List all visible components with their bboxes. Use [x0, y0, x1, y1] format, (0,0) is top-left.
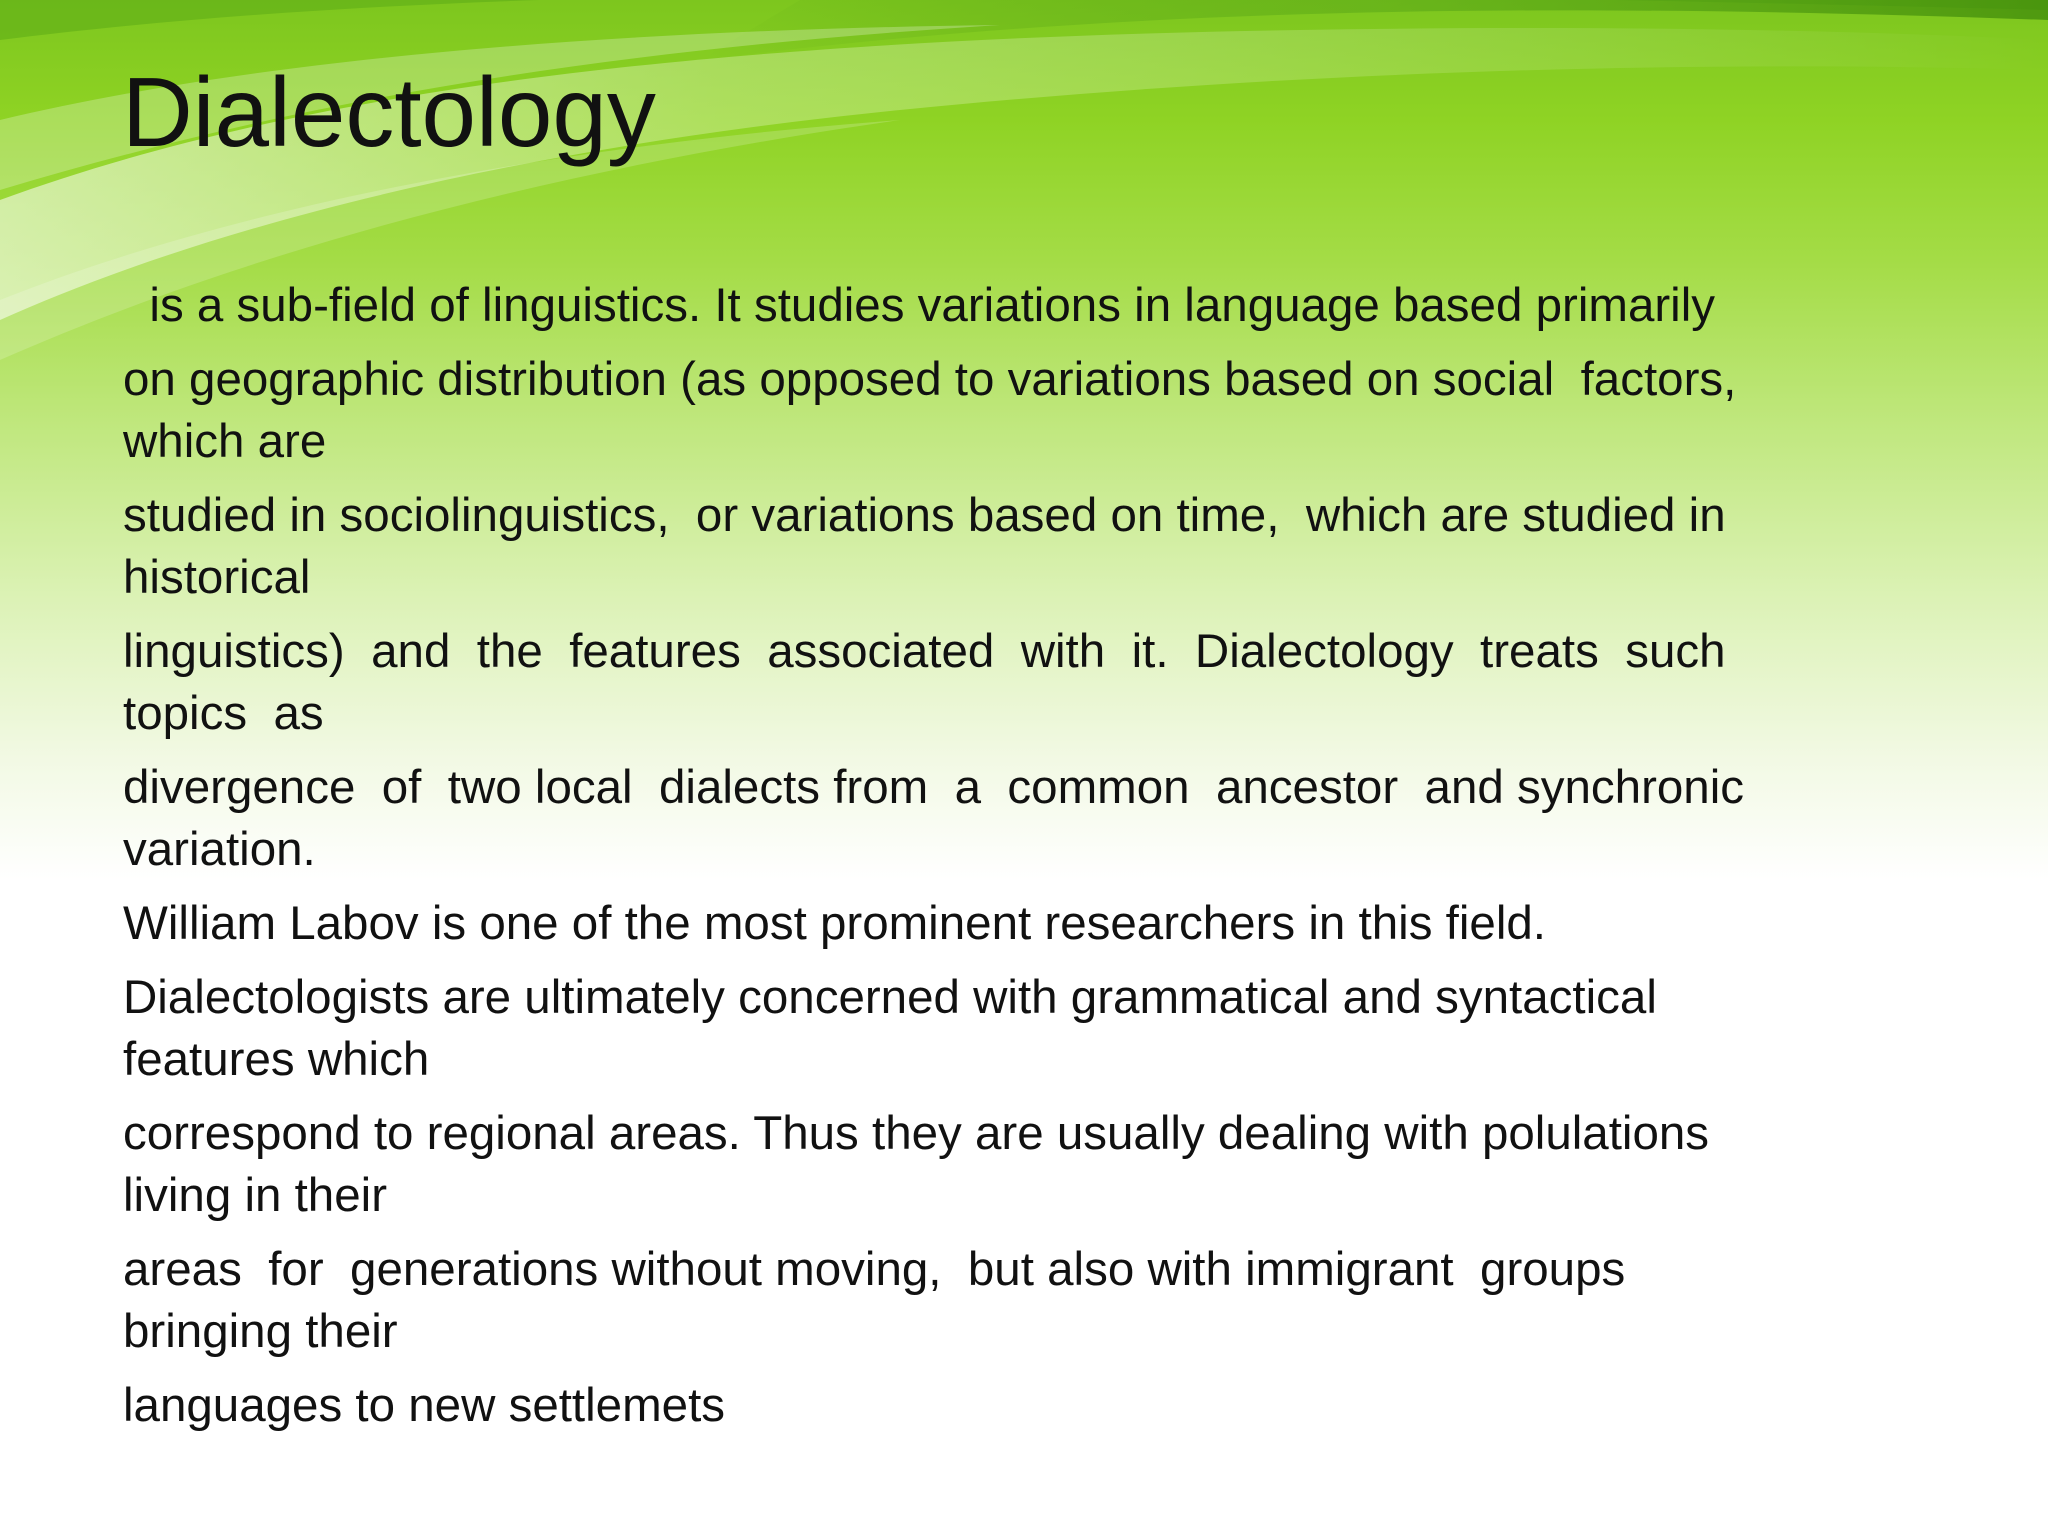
body-paragraph: studied in sociolinguistics, or variations based on time, which are studied in historical [123, 489, 1726, 604]
slide-body [123, 275, 1883, 1449]
body-paragraph: linguistics) and the features associated with it. Dialectology treats such topics as [123, 625, 1726, 740]
body-paragraph: William Labov is one of the most prominent researchers in this field. [123, 897, 1546, 950]
body-paragraph: divergence of two local dialects from a common ancestor and synchronic variation. [123, 761, 1745, 876]
body-paragraph: on geographic distribution (as opposed to variations based on social factors, which are [123, 353, 1737, 468]
body-paragraph: Dialectologists are ultimately concerned with grammatical and syntactical features which [123, 971, 1657, 1086]
body-paragraph: correspond to regional areas. Thus they are usually dealing with polulations living in their [123, 1107, 1710, 1222]
body-paragraph: areas for generations without moving, but also with immigrant groups bringing their [123, 1243, 1626, 1358]
body-paragraph: languages to new settlemets [123, 1379, 726, 1432]
slide-title: Dialectology [122, 57, 656, 167]
body-paragraph: is a sub-field of linguistics. It studies variations in language based primarily [123, 279, 1716, 332]
